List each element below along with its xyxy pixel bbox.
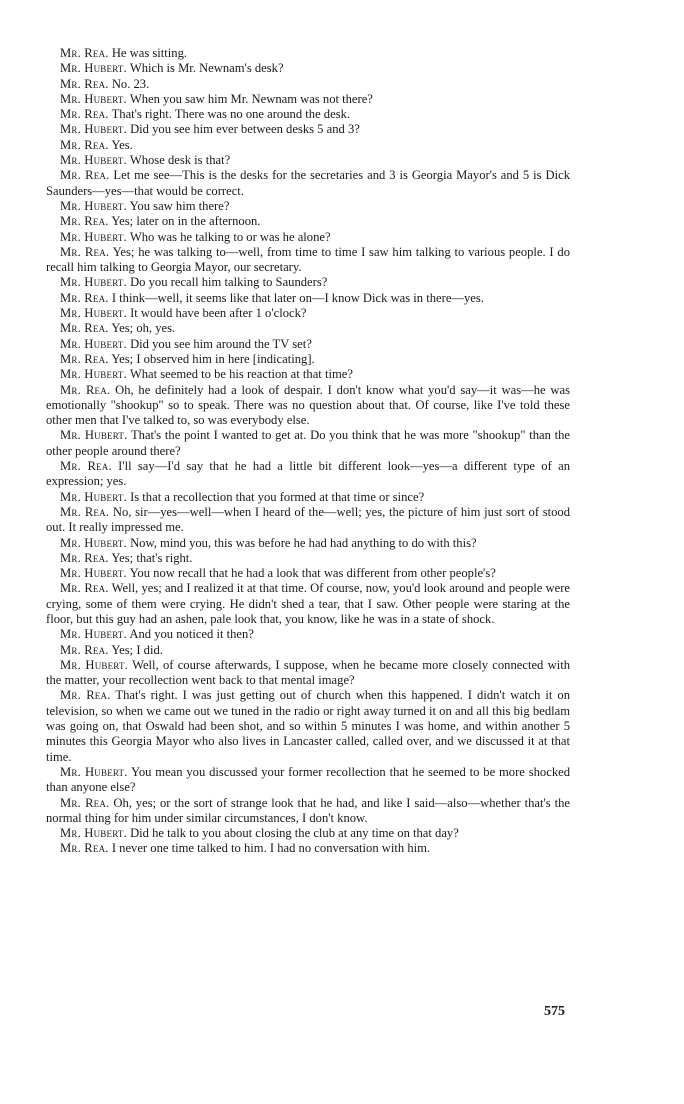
speaker-name: Mr. Hubert. — [60, 153, 127, 168]
statement-text: Let me see—This is the desks for the secretaries and 3 is Georgia Mayor's and 5 is Dick Saunders—yes—that would be correct. — [46, 168, 570, 198]
testimony-paragraph — [46, 275, 570, 290]
testimony-paragraph — [46, 841, 570, 856]
speaker-name: Mr. Hubert. — [60, 428, 128, 443]
testimony-paragraph — [46, 214, 570, 229]
statement-text: Now, mind you, this was before he had had anything to do with this? — [130, 535, 477, 550]
speaker-name: Mr. Hubert. — [60, 306, 127, 321]
statement-text: Yes; I did. — [111, 642, 163, 657]
testimony-paragraph — [46, 566, 570, 581]
speaker-name: Mr. Hubert. — [60, 122, 127, 137]
testimony-paragraph — [46, 153, 570, 168]
testimony-paragraph — [46, 627, 570, 642]
statement-text: Do you recall him talking to Saunders? — [130, 275, 328, 290]
speaker-name: Mr. Hubert. — [60, 91, 127, 106]
statement-text: Yes; he was talking to—well, from time to time I saw him talking to various people. I do recall him talking to Georgia Mayor, our secretary. — [46, 244, 570, 275]
speaker-name: Mr. Hubert. — [60, 229, 127, 244]
testimony-paragraph — [46, 352, 570, 367]
speaker-name: Mr. Hubert. — [60, 61, 127, 76]
testimony-paragraph — [46, 245, 570, 276]
testimony-paragraph — [46, 367, 570, 382]
statement-text: Yes; later on in the afternoon. — [111, 214, 261, 229]
testimony-paragraph — [46, 168, 570, 199]
statement-text: That's right. I was just getting out of church when this happened. I didn't watch it on television, so when we came out we tuned in the radio or right away turned it on and all this big bedlam was going on, that Oswald had been shot, and so within 5 minutes I was home, and within another 5 minutes this Georgia Mayor who also lives in Lancaster called, called over, and we discussed it at that time. — [46, 688, 570, 764]
speaker-name: Mr. Rea. — [60, 841, 109, 856]
testimony-paragraph — [46, 383, 570, 429]
statement-text: Well, of course afterwards, I suppose, when he became more closely connected with the matter, your recollection went back to that mental image? — [46, 657, 570, 688]
testimony-paragraph — [46, 826, 570, 841]
speaker-name: Mr. Rea. — [60, 290, 109, 305]
speaker-name: Mr. Hubert. — [60, 336, 127, 351]
statement-text: When you saw him Mr. Newnam was not there? — [129, 91, 373, 106]
statement-text: I think—well, it seems like that later on—I know Dick was in there—yes. — [111, 290, 484, 305]
testimony-paragraph — [46, 291, 570, 306]
statement-text: I'll say—I'd say that he had a little bit different look—yes—a different type of an expression; yes. — [46, 459, 570, 489]
statement-text: You now recall that he had a look that was different from other people's? — [129, 566, 496, 581]
statement-text: Who was he talking to or was he alone? — [129, 229, 331, 244]
speaker-name: Mr. Rea. — [60, 214, 109, 229]
statement-text: Which is Mr. Newnam's desk? — [129, 61, 284, 76]
speaker-name: Mr. Hubert. — [60, 535, 127, 550]
statement-text: Yes; oh, yes. — [111, 321, 176, 336]
speaker-name: Mr. Rea. — [60, 550, 109, 565]
speaker-name: Mr. Hubert. — [60, 198, 127, 213]
speaker-name: Mr. Hubert. — [60, 489, 127, 504]
testimony-paragraph — [46, 46, 570, 61]
testimony-paragraph — [46, 306, 570, 321]
statement-text: Oh, he definitely had a look of despair. I don't know what you'd say—it was—he was emotionally "shookup" so to speak. There was no question about that. Of course, like I've told these other men that I've talked to, so was everybody else. — [46, 382, 570, 428]
speaker-name: Mr. Hubert. — [60, 657, 129, 672]
testimony-paragraph — [46, 138, 570, 153]
testimony-paragraph — [46, 230, 570, 245]
statement-text: You mean you discussed your former recollection that he seemed to be more shocked than anyone else? — [46, 764, 570, 795]
speaker-name: Mr. Rea. — [60, 46, 109, 60]
statement-text: He was sitting. — [111, 46, 188, 60]
testimony-transcript — [46, 46, 570, 857]
statement-text: You saw him there? — [129, 198, 230, 213]
speaker-name: Mr. Rea. — [60, 382, 111, 397]
statement-text: Yes. — [111, 137, 133, 152]
statement-text: Did you see him around the TV set? — [130, 336, 312, 351]
testimony-paragraph — [46, 643, 570, 658]
page-number: 575 — [544, 1004, 565, 1019]
testimony-paragraph — [46, 658, 570, 689]
statement-text: Did he talk to you about closing the club at any time on that day? — [130, 826, 459, 841]
speaker-name: Mr. Hubert. — [60, 627, 127, 642]
testimony-paragraph — [46, 337, 570, 352]
testimony-paragraph — [46, 428, 570, 459]
testimony-paragraph — [46, 92, 570, 107]
speaker-name: Mr. Hubert. — [60, 566, 127, 581]
testimony-paragraph — [46, 321, 570, 336]
testimony-paragraph — [46, 107, 570, 122]
speaker-name: Mr. Rea. — [60, 244, 110, 259]
speaker-name: Mr. Rea. — [60, 137, 109, 152]
statement-text: Did you see him ever between desks 5 and 3? — [130, 122, 360, 137]
statement-text: It would have been after 1 o'clock? — [130, 306, 307, 321]
statement-text: Oh, yes; or the sort of strange look that he had, and like I said—also—whether that's the normal thing for him under similar circumstances, I don't know. — [46, 795, 570, 825]
statement-text: Yes; that's right. — [111, 550, 193, 565]
speaker-name: Mr. Rea. — [60, 642, 109, 657]
speaker-name: Mr. Rea. — [60, 351, 109, 366]
testimony-paragraph — [46, 77, 570, 92]
speaker-name: Mr. Hubert. — [60, 275, 127, 290]
speaker-name: Mr. Rea. — [60, 504, 110, 519]
statement-text: No, sir—yes—well—when I heard of the—well; yes, the picture of him just sort of stood out. It really impressed me. — [46, 504, 570, 535]
testimony-paragraph — [46, 61, 570, 76]
testimony-paragraph — [46, 581, 570, 627]
testimony-paragraph — [46, 459, 570, 490]
statement-text: Well, yes; and I realized it at that time. Of course, now, you'd look around and people were crying, some of them were crying. He didn't shed a tear, that I saw. Other people were staring at the floor, but this guy had an ashen, pale look that, you know, like he was in a state of shock. — [46, 581, 570, 626]
testimony-paragraph — [46, 536, 570, 551]
statement-text: Whose desk is that? — [129, 153, 231, 168]
statement-text: Is that a recollection that you formed at that time or since? — [130, 489, 425, 504]
testimony-paragraph — [46, 505, 570, 536]
testimony-paragraph — [46, 199, 570, 214]
testimony-paragraph — [46, 765, 570, 796]
speaker-name: Mr. Hubert. — [60, 367, 127, 382]
speaker-name: Mr. Rea. — [60, 795, 110, 810]
statement-text: What seemed to be his reaction at that time? — [129, 367, 353, 382]
speaker-name: Mr. Hubert. — [60, 764, 128, 779]
statement-text: That's right. There was no one around the desk. — [111, 107, 351, 122]
speaker-name: Mr. Rea. — [60, 107, 109, 122]
speaker-name: Mr. Rea. — [60, 321, 109, 336]
testimony-paragraph — [46, 551, 570, 566]
testimony-paragraph — [46, 490, 570, 505]
speaker-name: Mr. Rea. — [60, 168, 110, 183]
speaker-name: Mr. Rea. — [60, 459, 112, 474]
speaker-name: Mr. Rea. — [60, 688, 111, 703]
statement-text: And you noticed it then? — [129, 627, 254, 642]
statement-text: I never one time talked to him. I had no conversation with him. — [111, 841, 431, 856]
speaker-name: Mr. Hubert. — [60, 826, 127, 841]
statement-text: Yes; I observed him in here [indicating]. — [111, 351, 315, 366]
statement-text: No. 23. — [111, 76, 150, 91]
testimony-paragraph — [46, 122, 570, 137]
speaker-name: Mr. Rea. — [60, 581, 109, 596]
statement-text: That's the point I wanted to get at. Do you think that he was more "shookup" than the other people around there? — [46, 428, 570, 458]
speaker-name: Mr. Rea. — [60, 76, 109, 91]
testimony-paragraph — [46, 688, 570, 764]
testimony-paragraph — [46, 796, 570, 827]
